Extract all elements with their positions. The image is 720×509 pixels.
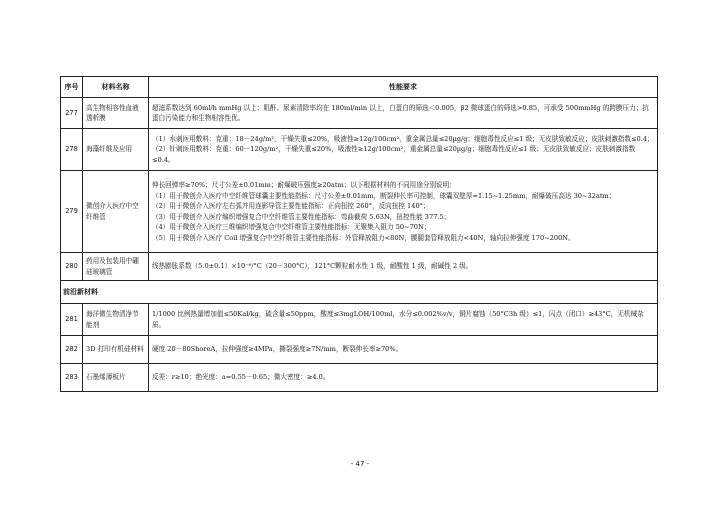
requirement-line: 超滤系数达到 60ml/h mmHg 以上；肌酐、尿素清除率均在 180ml/min 以上，白蛋白的筛选＜0.005，β2 微球蛋白的筛选>0.85，可承受 500mmHg 的跨膜压力；抗蛋白污染能力和生物相容性优。 <box>152 103 649 122</box>
row-number: 282 <box>61 336 83 364</box>
row-number: 278 <box>61 129 83 171</box>
header-no: 序号 <box>61 77 83 98</box>
row-number: 283 <box>61 364 83 392</box>
performance-requirements <box>149 304 658 336</box>
table-row <box>61 304 658 336</box>
requirement-line: （1）水刺医用敷料：克重：18－24g/m²，干燥失重≤20%，吸液性≥12g/100cm²，重金属总量≤20µg/g；细胞毒性反应≤1 级；无皮肤致敏反应；皮肤刺激指数≤0.4； <box>152 134 654 143</box>
page-number: - 47 - <box>350 460 370 468</box>
requirement-line: 1/1000 比例热量增加值≤50Kal/kg，硫含量≤50ppm，酸度≤3mgLOH/100ml，水分≤0.002%v/v，铜片腐蚀（50°C3h 级）≤1，闪点（闭口）≥43°C，无机械杂质。 <box>152 310 644 329</box>
table-body-a <box>61 98 658 281</box>
material-name: 微创介入医疗中空纤维管 <box>83 171 149 253</box>
performance-requirements <box>149 336 658 364</box>
requirement-line: （3）用于微创介入医疗编织增强复合中空纤维管主要性能指标：弯曲截荷 5.63N，扭控性能 377.5； <box>152 212 451 221</box>
performance-requirements <box>149 98 658 129</box>
performance-requirements <box>149 129 658 171</box>
section-label: 前沿新材料 <box>61 281 658 304</box>
row-number: 277 <box>61 98 83 129</box>
table-row <box>61 171 658 253</box>
table-body-b <box>61 304 658 392</box>
section-row <box>61 281 658 304</box>
table-row <box>61 336 658 364</box>
material-name: 海洋微生物清净节能剂 <box>83 304 149 336</box>
section-row-group <box>61 281 658 304</box>
row-number: 280 <box>61 253 83 281</box>
header-requirements: 性能要求 <box>149 77 658 98</box>
materials-table <box>60 76 658 392</box>
table-row <box>61 129 658 171</box>
material-name: 高生物相容性血液透析膜 <box>83 98 149 129</box>
requirement-line: （5）用于微创介入医疗 Coil 增强复合中空纤维管主要性能指标：外管释放阻力<80N，腰腿套管释放阻力<40N，轴向拉伸强度 170~200N。 <box>152 233 575 242</box>
requirement-line: 伸长回弹率≥70%；尺寸公差±0.01mm；耐爆破压强度≥20atm；以下根据材料的不同用途分别说明： <box>152 181 456 189</box>
performance-requirements <box>149 253 658 281</box>
requirement-line: 硬度 20－80ShoreA，拉伸强度≥4MPa，撕裂强度≥7N/mm，断裂伸长率≥70%。 <box>152 345 403 354</box>
requirement-line: （1）用于微创介入医疗中空纤维管球囊主要性能指标：尺寸公差±0.01mm，断裂伸长率可控制，球囊双壁厚=1.15~1.25mm，耐爆破压高达 30~32atm； <box>152 191 616 200</box>
row-number: 279 <box>61 171 83 253</box>
performance-requirements <box>149 171 658 253</box>
material-name: 海藻纤维及应用 <box>83 129 149 171</box>
table-row <box>61 364 658 392</box>
header-name: 材料名称 <box>83 77 149 98</box>
table-row <box>61 253 658 281</box>
table-row <box>61 98 658 129</box>
requirement-line: （2）用于微创介入医疗左右弧并用连影导管主要性能指标：正向扭控 260°，反向扭控 140°； <box>152 202 430 210</box>
requirement-line: 反差：r≥10；绝光度：a=0.55－0.65；微大密度：≥4.0。 <box>152 373 330 382</box>
table-header-row <box>61 77 658 98</box>
requirement-line: （4）用于微创介入医疗三维编织增强复合中空纤维管主要性能指标：无聚集入阻力 50~70N； <box>152 223 431 231</box>
requirement-line: 线热膨胀系数（5.0±0.1）×10⁻⁶/°C（20－300°C），121°C颗粒耐水性 1 级，耐酸性 1 级，耐碱性 2 级。 <box>152 262 473 271</box>
material-name: 石墨烯薄板片 <box>83 364 149 392</box>
performance-requirements <box>149 364 658 392</box>
row-number: 281 <box>61 304 83 336</box>
material-name: 药用及包装用中硼硅玻璃管 <box>83 253 149 281</box>
requirement-line: （2）针刺医用敷料：克重：60－120g/m²，干燥失重≤20%，吸液性≥12g/100cm²，重金属总量≤20µg/g；细胞毒性反应≤1 级；无皮肤致敏反应；皮肤刺激指数≤0.4。 <box>152 145 636 164</box>
material-name: 3D 打印有机硅材料 <box>83 336 149 364</box>
